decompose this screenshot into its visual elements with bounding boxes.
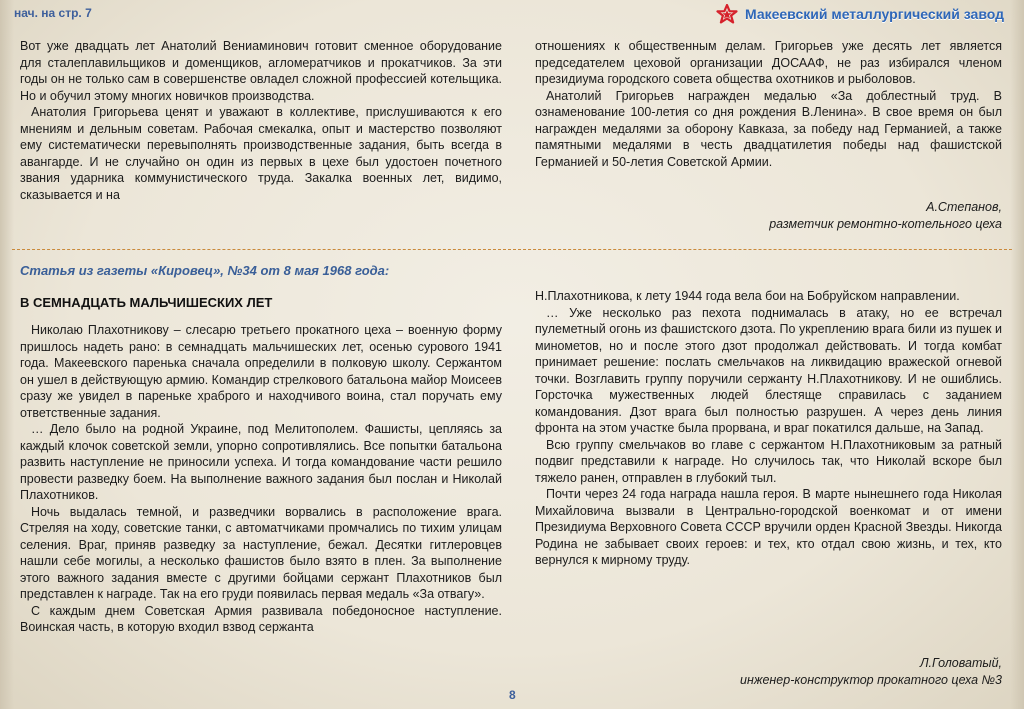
paragraph: Ночь выдалась темной, и разведчики ворвались в расположение врага. Стреляя на ходу, советские танки, с автоматчиками промчались по тихим улицам селения. Враг, приняв разведку за наступление, бежал. Десятки гитлеровцев нашли себе могилы, а несколько фашистов было взято в плен. За выполнение этого важного задания вместе с другими бойцами сержант Плахотников был представлен к награде. Так на его груди появилась первая медаль «За отвагу». xyxy=(20,504,502,601)
factory-star-logo-icon xyxy=(715,4,739,24)
top-left-column xyxy=(20,38,502,203)
paragraph: Анатолия Григорьева ценят и уважают в коллективе, прислушиваются к его мнениям и дельным советам. Рабочая смекалка, опыт и мастерство позволяют ему систематически перевыполнять производственные задания, быть всегда в авангарде. И не случайно он один из первых в цехе был удостоен почетного звания ударника коммунистического труда. Закалка военных лет, видимо, сказывается и на xyxy=(20,105,502,202)
company-name: Макеевский металлургический завод xyxy=(744,6,1004,22)
page-number: 8 xyxy=(509,688,516,702)
continued-from-label: нач. на стр. 7 xyxy=(14,6,92,20)
paragraph: … Уже несколько раз пехота поднималась в атаку, но ее встречал пулеметный огонь из фашистского дзота. По укреплению врага били из пушек и минометов, но и после этого дзот продолжал действовать. И тогда комбат принимает решение: послать смельчаков на ликвидацию вражеской огневой точки. Возглавить группу поручили сержанту Н.Плахотникову. И не ошиблись. Горсточка мужественных людей блестяще справилась с заданием командования. Дзот врага был полностью разрушен. А через день линия фронта на этом участке была прорвана, и враг покатился дальше, на Запад. xyxy=(535,305,1002,435)
author-name: Л.Головатый, xyxy=(919,656,1002,670)
article-right-column xyxy=(535,288,1002,569)
article-author-signature xyxy=(740,655,1002,689)
paragraph: Вот уже двадцать лет Анатолий Вениаминович готовит сменное оборудование для сталеплавильщиков и доменщиков, агломератчиков и прокатчиков. За эти годы он не только сам в совершенстве овладел сложной профессией котельщика. Но и обучил этому многих новичков производства. xyxy=(20,39,502,103)
company-header xyxy=(715,4,1004,24)
article-source: Статья из газеты «Кировец», №34 от 8 мая 1968 года: xyxy=(20,263,390,278)
paragraph: Почти через 24 года награда нашла героя. В марте нынешнего года Николая Михайловича вызвали в Центрально-городской военкомат и от имени Президиума Верховного Совета СССР вручили орден Красной Звезды. Никогда Родина не забывает своих героев: и тех, кто отдал свою жизнь, и тех, кто вернулся к мирному труду. xyxy=(535,487,1002,567)
article-title: В СЕМНАДЦАТЬ МАЛЬЧИШЕСКИХ ЛЕТ xyxy=(20,295,273,310)
section-divider xyxy=(12,249,1012,250)
paragraph: Н.Плахотникова, к лету 1944 года вела бои на Бобруйском направлении. xyxy=(535,289,960,303)
author-role: инженер-конструктор прокатного цеха №3 xyxy=(740,673,1002,687)
paragraph: Анатолий Григорьев награжден медалью «За доблестный труд. В ознаменование 100-летия со дня рождения В.Ленина». В свое время он был награжден медалями за оборону Кавказа, за победу над Германией, а также памятными медалями в честь двадцатилетия победы над фашистской Германией и 50-летия Советской Армии. xyxy=(535,88,1002,169)
author-name: А.Степанов, xyxy=(926,200,1002,214)
paragraph: Всю группу смельчаков во главе с сержантом Н.Плахотниковым за ратный подвиг представили к награде. Но случилось так, что Николай вскоре был тяжело ранен, отправлен в глубокий тыл. xyxy=(535,437,1002,485)
paragraph: Николаю Плахотникову – слесарю третьего прокатного цеха – военную форму пришлось надеть рано: в семнадцать мальчишеских лет, осенью суровоro 1941 года. Макеевского паренька сначала определили в полковую школу. Сержантом он ушел в действующую армию. Командир стрелкового батальона майор Моисеев сразу же увидел в пареньке храброго и находчивого воина, стал поручать ему ответственные задания. xyxy=(20,323,502,420)
paragraph: … Дело было на родной Украине, под Мелитополем. Фашисты, цепляясь за каждый клочок советской земли, упорно сопротивлялись. Все попытки батальона развить наступление не приносили успеха. И тогда командование части решило провести разведку боем. На выполнение важного задания был послан и Николай Плахотников. xyxy=(20,422,502,502)
author-signature xyxy=(769,199,1002,232)
author-role: разметчик ремонтно-котельного цеха xyxy=(769,216,1002,231)
top-right-column xyxy=(535,38,1002,170)
article-left-column xyxy=(20,322,502,636)
paragraph: отношениях к общественным делам. Григорьев уже десять лет является председателем цеховой организации ДОСААФ, не раз избирался членом президиума городского совета общества охотников и рыболовов. xyxy=(535,39,1002,86)
paragraph: С каждым днем Советская Армия развивала победоносное наступление. Воинская часть, в которую входил взвод сержанта xyxy=(20,603,502,634)
